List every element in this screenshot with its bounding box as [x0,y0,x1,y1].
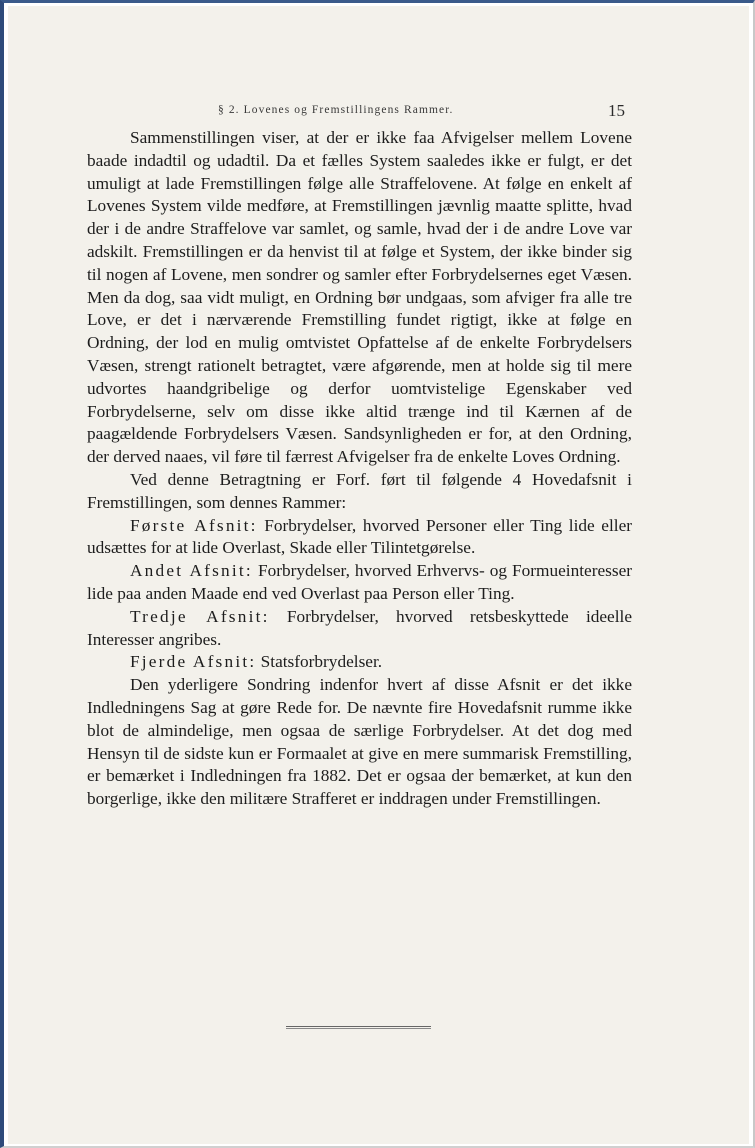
section-label: Første Afsnit: [130,515,258,535]
section-description: Statsforbrydelser. [260,652,383,672]
paragraph-text: Ved denne Betragtning er Forf. ført til følgende 4 Hovedafsnit i Fremstillingen, som dennes Rammer: [87,469,632,512]
section-description: Forbrydelser, hvorved Erhvervs- og Formueinteresser lide paa anden Maade end ved Overlast paa Person eller Ting. [87,561,632,603]
running-head: § 2. Lovenes og Fremstillingens Rammer. [218,104,454,116]
section-item-fourth [87,651,632,674]
paragraph-text: Sammenstillingen viser, at der er ikke faa Afvigelser mellem Lovene baade indadtil og udadtil. Da et fælles System saaledes ikke er fulgt, er det umuligt at lade Fremstillingen følge alle Straffelovene. At følge en enkelt af Lovenes System vilde medføre, at Fremstillingen jævnlig maatte splitte, hvad der i de andre Straffelove var samlet, og samle, hvad der i de andre Love var adskilt. Fremstillingen er da henvist til at følge et System, der ikke binder sig til nogen af Lovene, men sondrer og samler efter Forbrydelsernes eget Væsen. Men da dog, saa vidt muligt, en Ordning bør undgaas, som afviger fra alle tre Love, er det i nærværende Fremstilling fundet rigtigt, ikke at følge en Ordning, der lod en mulig omtvistet Opfattelse af de enkelte Forbrydelsers Væsen, strengt rationelt betragtet, være afgørende, men at holde sig til mere udvortes haandgribelige og derfor uomtvistelige Egenskaber ved Forbrydelserne, selv om disse ikke altid trænge ind til Kærnen af de paagældende Forbrydelsers Væsen. Sandsynligheden er for, at den Ordning, der derved naaes, vil føre til færrest Afvigelser fra de enkelte Loves Ordning. [87,128,632,467]
section-item-first [87,515,632,561]
section-label: Fjerde Afsnit: [130,652,257,672]
section-description: Forbrydelser, hvorved Personer eller Ting lide eller udsættes for at lide Overlast, Skade eller Tilintetgørelse. [87,515,632,558]
section-description: Forbrydelser, hvorved retsbeskyttede ideelle Interesser angribes. [87,606,633,649]
paragraph-closing [87,674,632,811]
book-page [8,6,749,1144]
end-rule [286,1026,431,1029]
section-item-second [87,560,632,606]
section-label: Andet Afsnit: [130,561,253,581]
paragraph-main-sections [87,469,632,515]
section-item-third [87,606,632,652]
body-text [87,127,632,811]
section-label: Tredje Afsnit: [130,606,270,626]
page-number: 15 [608,101,625,120]
paragraph-text: Den yderligere Sondring indenfor hvert af disse Afsnit er det ikke Indledningens Sag at gøre Rede for. De nævnte fire Hovedafsnit rumme ikke blot de almindelige, men ogsaa de særlige Forbrydelser. At det dog med Hensyn til de sidste kun er Formaalet at give en mere summarisk Fremstilling, er bemærket i Indledningen fra 1882. Det er ogsaa der bemærket, at kun den borgerlige, ikke den militære Strafferet er inddragen under Fremstillingen. [87,675,632,809]
paragraph-intro [87,127,632,469]
